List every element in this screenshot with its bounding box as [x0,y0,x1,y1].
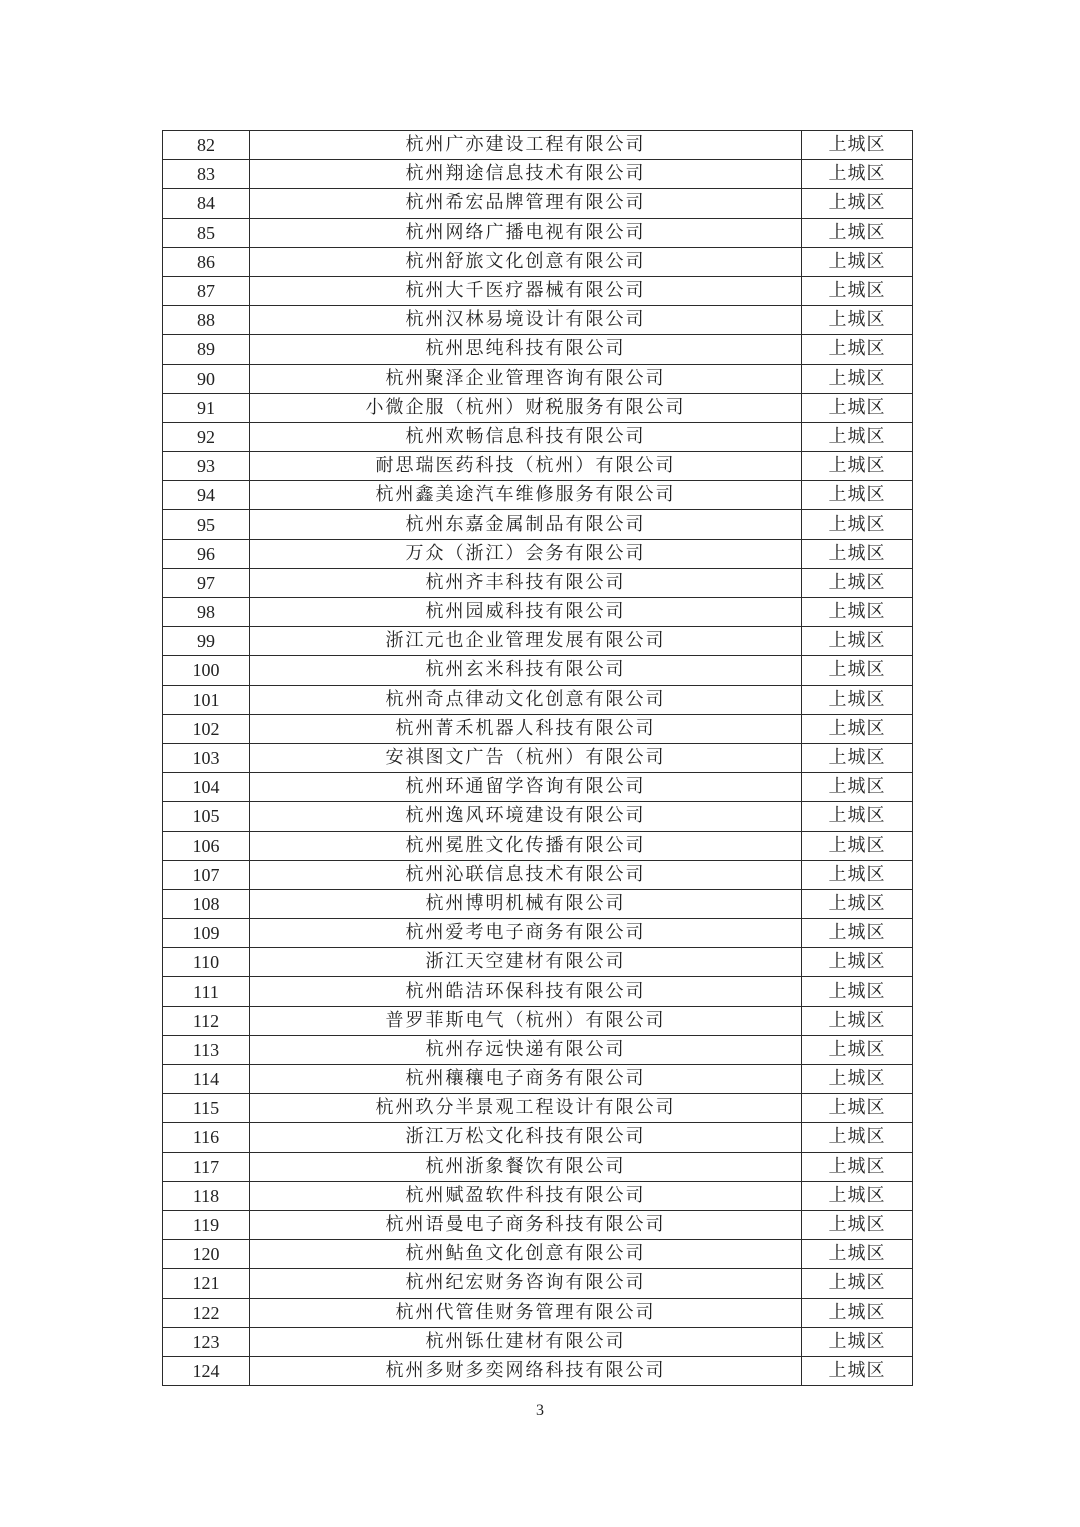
company-name-cell: 杭州大千医疗器械有限公司 [250,276,802,305]
table-row [163,1035,913,1064]
row-number-cell: 92 [163,422,250,451]
table-row [163,1065,913,1094]
company-name-cell: 杭州铄仕建材有限公司 [250,1327,802,1356]
table-row [163,131,913,160]
table-row [163,160,913,189]
district-cell: 上城区 [802,685,913,714]
district-cell: 上城区 [802,218,913,247]
company-name-cell: 杭州冕胜文化传播有限公司 [250,831,802,860]
row-number-cell: 112 [163,1006,250,1035]
row-number-cell: 124 [163,1356,250,1385]
district-cell: 上城区 [802,247,913,276]
table-row [163,335,913,364]
table-row [163,1298,913,1327]
table-row [163,452,913,481]
row-number-cell: 108 [163,889,250,918]
district-cell: 上城区 [802,773,913,802]
row-number-cell: 105 [163,802,250,831]
row-number-cell: 82 [163,131,250,160]
district-cell: 上城区 [802,276,913,305]
row-number-cell: 109 [163,919,250,948]
table-row [163,743,913,772]
table-row [163,889,913,918]
row-number-cell: 104 [163,773,250,802]
district-cell: 上城区 [802,831,913,860]
row-number-cell: 87 [163,276,250,305]
district-cell: 上城区 [802,627,913,656]
district-cell: 上城区 [802,306,913,335]
table-row [163,656,913,685]
district-cell: 上城区 [802,1356,913,1385]
row-number-cell: 111 [163,977,250,1006]
company-name-cell: 杭州鑫美途汽车维修服务有限公司 [250,481,802,510]
company-name-cell: 杭州思纯科技有限公司 [250,335,802,364]
table-row [163,1006,913,1035]
row-number-cell: 96 [163,539,250,568]
company-name-cell: 杭州翔途信息技术有限公司 [250,160,802,189]
table-row [163,1123,913,1152]
row-number-cell: 88 [163,306,250,335]
row-number-cell: 95 [163,510,250,539]
table-row [163,598,913,627]
row-number-cell: 84 [163,189,250,218]
company-name-cell: 杭州浙象餐饮有限公司 [250,1152,802,1181]
district-cell: 上城区 [802,802,913,831]
row-number-cell: 116 [163,1123,250,1152]
table-row [163,1356,913,1385]
company-name-cell: 杭州舒旅文化创意有限公司 [250,247,802,276]
table-row [163,831,913,860]
company-name-cell: 杭州皓洁环保科技有限公司 [250,977,802,1006]
table-row [163,1327,913,1356]
company-name-cell: 杭州逸风环境建设有限公司 [250,802,802,831]
company-name-cell: 杭州玄米科技有限公司 [250,656,802,685]
company-name-cell: 万众（浙江）会务有限公司 [250,539,802,568]
table-row [163,1094,913,1123]
row-number-cell: 118 [163,1181,250,1210]
district-cell: 上城区 [802,1006,913,1035]
row-number-cell: 101 [163,685,250,714]
district-cell: 上城区 [802,510,913,539]
row-number-cell: 107 [163,860,250,889]
company-name-cell: 杭州博明机械有限公司 [250,889,802,918]
table-row [163,948,913,977]
company-name-cell: 杭州赋盈软件科技有限公司 [250,1181,802,1210]
row-number-cell: 115 [163,1094,250,1123]
table-row [163,568,913,597]
company-name-cell: 杭州玖分半景观工程设计有限公司 [250,1094,802,1123]
row-number-cell: 106 [163,831,250,860]
company-name-cell: 浙江万松文化科技有限公司 [250,1123,802,1152]
district-cell: 上城区 [802,452,913,481]
company-name-cell: 杭州代管佳财务管理有限公司 [250,1298,802,1327]
company-name-cell: 杭州汉林易境设计有限公司 [250,306,802,335]
table-row [163,685,913,714]
company-name-cell: 浙江天空建材有限公司 [250,948,802,977]
district-cell: 上城区 [802,422,913,451]
district-cell: 上城区 [802,598,913,627]
district-cell: 上城区 [802,977,913,1006]
company-name-cell: 杭州齐丰科技有限公司 [250,568,802,597]
company-name-cell: 杭州穰穰电子商务有限公司 [250,1065,802,1094]
district-cell: 上城区 [802,948,913,977]
table-row [163,1152,913,1181]
company-name-cell: 杭州爱考电子商务有限公司 [250,919,802,948]
row-number-cell: 100 [163,656,250,685]
district-cell: 上城区 [802,1210,913,1239]
district-cell: 上城区 [802,481,913,510]
table-row [163,539,913,568]
row-number-cell: 93 [163,452,250,481]
district-cell: 上城区 [802,1269,913,1298]
company-name-cell: 杭州语曼电子商务科技有限公司 [250,1210,802,1239]
row-number-cell: 90 [163,364,250,393]
row-number-cell: 102 [163,714,250,743]
company-name-cell: 杭州沁联信息技术有限公司 [250,860,802,889]
district-cell: 上城区 [802,1181,913,1210]
district-cell: 上城区 [802,714,913,743]
company-name-cell: 浙江元也企业管理发展有限公司 [250,627,802,656]
table-row [163,189,913,218]
district-cell: 上城区 [802,1152,913,1181]
district-cell: 上城区 [802,160,913,189]
row-number-cell: 117 [163,1152,250,1181]
row-number-cell: 86 [163,247,250,276]
district-cell: 上城区 [802,189,913,218]
row-number-cell: 89 [163,335,250,364]
company-name-cell: 杭州环通留学咨询有限公司 [250,773,802,802]
company-name-cell: 杭州多财多奕网络科技有限公司 [250,1356,802,1385]
row-number-cell: 103 [163,743,250,772]
district-cell: 上城区 [802,1035,913,1064]
table-row [163,1269,913,1298]
table-row [163,627,913,656]
company-name-cell: 杭州希宏品牌管理有限公司 [250,189,802,218]
district-cell: 上城区 [802,1240,913,1269]
company-name-cell: 杭州鲇鱼文化创意有限公司 [250,1240,802,1269]
district-cell: 上城区 [802,364,913,393]
company-name-cell: 杭州聚泽企业管理咨询有限公司 [250,364,802,393]
row-number-cell: 91 [163,393,250,422]
table-row [163,393,913,422]
row-number-cell: 114 [163,1065,250,1094]
row-number-cell: 120 [163,1240,250,1269]
table-row [163,773,913,802]
company-name-cell: 安祺图文广告（杭州）有限公司 [250,743,802,772]
district-cell: 上城区 [802,131,913,160]
row-number-cell: 123 [163,1327,250,1356]
district-cell: 上城区 [802,743,913,772]
table-row [163,247,913,276]
district-cell: 上城区 [802,1065,913,1094]
company-name-cell: 普罗菲斯电气（杭州）有限公司 [250,1006,802,1035]
company-name-cell: 杭州网络广播电视有限公司 [250,218,802,247]
company-name-cell: 杭州欢畅信息科技有限公司 [250,422,802,451]
table-row [163,1240,913,1269]
row-number-cell: 83 [163,160,250,189]
table-row [163,481,913,510]
company-name-cell: 杭州菁禾机器人科技有限公司 [250,714,802,743]
district-cell: 上城区 [802,860,913,889]
table-row [163,1210,913,1239]
table-row [163,218,913,247]
company-name-cell: 杭州存远快递有限公司 [250,1035,802,1064]
company-name-cell: 杭州纪宏财务咨询有限公司 [250,1269,802,1298]
district-cell: 上城区 [802,568,913,597]
row-number-cell: 99 [163,627,250,656]
district-cell: 上城区 [802,335,913,364]
row-number-cell: 119 [163,1210,250,1239]
table-row [163,422,913,451]
row-number-cell: 97 [163,568,250,597]
row-number-cell: 110 [163,948,250,977]
company-name-cell: 杭州广亦建设工程有限公司 [250,131,802,160]
district-cell: 上城区 [802,539,913,568]
district-cell: 上城区 [802,1298,913,1327]
table-body [163,131,913,1386]
company-name-cell: 杭州奇点律动文化创意有限公司 [250,685,802,714]
row-number-cell: 113 [163,1035,250,1064]
company-list-table [162,130,913,1386]
table-row [163,276,913,305]
company-name-cell: 杭州东嘉金属制品有限公司 [250,510,802,539]
page-number: 3 [536,1402,544,1419]
table-row [163,364,913,393]
district-cell: 上城区 [802,1094,913,1123]
table-row [163,802,913,831]
table-row [163,860,913,889]
table-row [163,919,913,948]
district-cell: 上城区 [802,919,913,948]
table-row [163,1181,913,1210]
district-cell: 上城区 [802,656,913,685]
row-number-cell: 121 [163,1269,250,1298]
company-name-cell: 杭州园威科技有限公司 [250,598,802,627]
table-row [163,306,913,335]
row-number-cell: 94 [163,481,250,510]
district-cell: 上城区 [802,393,913,422]
row-number-cell: 98 [163,598,250,627]
company-name-cell: 耐思瑞医药科技（杭州）有限公司 [250,452,802,481]
table-row [163,510,913,539]
district-cell: 上城区 [802,1123,913,1152]
company-name-cell: 小微企服（杭州）财税服务有限公司 [250,393,802,422]
district-cell: 上城区 [802,1327,913,1356]
table-row [163,714,913,743]
table-row [163,977,913,1006]
district-cell: 上城区 [802,889,913,918]
row-number-cell: 85 [163,218,250,247]
row-number-cell: 122 [163,1298,250,1327]
